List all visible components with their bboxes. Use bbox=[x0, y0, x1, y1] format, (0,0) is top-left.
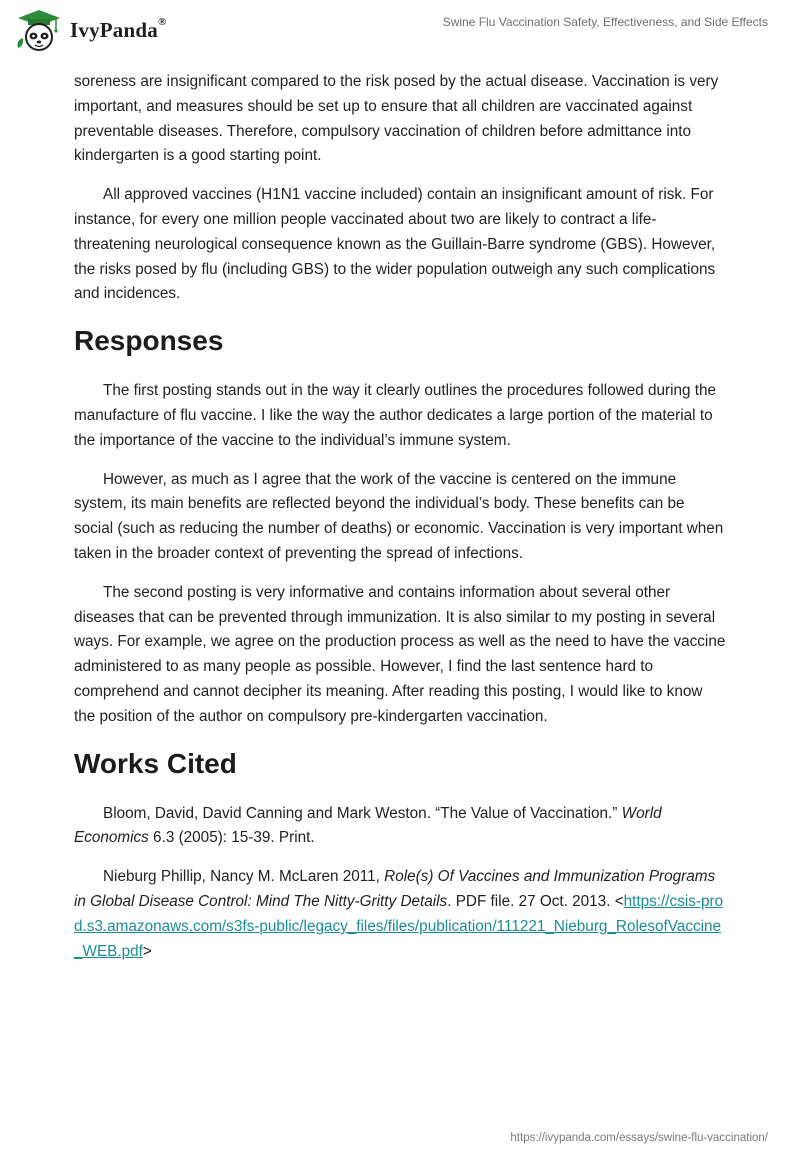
paragraph: soreness are insignificant compared to the risk posed by the actual disease. Vaccination is very important, and measures should be set up to ensure that all children are vaccinated against preventable diseases. Therefore, compulsory vaccination of children before admittance into kindergarten is a good starting point. bbox=[74, 73, 719, 165]
citation-bloom: Bloom, David, David Canning and Mark Weston. “The Value of Vaccination.” World Economics 6.3 (2005): 15-39. Print. bbox=[74, 804, 662, 847]
essay-content bbox=[74, 70, 726, 978]
brand-name: IvyPanda® bbox=[70, 15, 167, 42]
heading-works-cited: Works Cited bbox=[74, 747, 237, 779]
paragraph: All approved vaccines (H1N1 vaccine included) contain an insignificant amount of risk. For instance, for every one million people vaccinated about two are likely to contract a life-threatening neurological consequence known as the Guillain-Barre syndrome (GBS). However, the risks posed by flu (including GBS) to the wider population outweigh any such complications and incidences. bbox=[74, 186, 716, 303]
citation-nieburg: Nieburg Phillip, Nancy M. McLaren 2011, Role(s) Of Vaccines and Immunization Programs in Global Disease Control: Mind The Nitty-Gritty Details. PDF file. 27 Oct. 2013. <https://csis-prod.s3.amazonaws.com/s3fs-public/legacy_files/files/publication/111221_Nieburg_RolesofVaccine_WEB.pdf> bbox=[74, 868, 724, 960]
citation-title: Role(s) Of Vaccines and Immunization Programs in Global Disease Control: Mind The Nitty-Gritty Details bbox=[74, 868, 716, 910]
document-title: Swine Flu Vaccination Safety, Effectiveness, and Side Effects bbox=[442, 15, 768, 29]
citation-link[interactable]: https://csis-prod.s3.amazonaws.com/s3fs-public/legacy_files/files/publication/111221_Nieburg_RolesofVaccine_WEB.pdf bbox=[74, 892, 724, 960]
paragraph: The first posting stands out in the way it clearly outlines the procedures followed during the manufacture of flu vaccine. I like the way the author dedicates a large portion of the material to the importance of the vaccine to the individual’s immune system. bbox=[74, 382, 717, 449]
panda-graduate-logo-icon bbox=[14, 8, 64, 52]
paragraph: However, as much as I agree that the work of the vaccine is centered on the immune system, its main benefits are reflected beyond the individual’s body. These benefits can be social (such as reducing the number of deaths) or economic. Vaccination is very important when taken in the broader context of preventing the spread of infections. bbox=[74, 470, 724, 562]
page-header bbox=[0, 0, 800, 70]
paragraph: The second posting is very informative and contains information about several other diseases that can be prevented through immunization. It is also similar to my posting in several ways. For example, we agree on the production process as well as the need to have the vaccine administered to as many people as possible. However, I find the last sentence hard to comprehend and cannot decipher its meaning. After reading this posting, I would like to know the position of the author on compulsory pre-kindergarten vaccination. bbox=[74, 583, 726, 725]
heading-responses: Responses bbox=[74, 325, 224, 357]
ivypanda-logo[interactable] bbox=[14, 8, 166, 52]
citation-journal: World Economics bbox=[74, 804, 662, 847]
footer-url: https://ivypanda.com/essays/swine-flu-vaccination/ bbox=[510, 1132, 768, 1144]
